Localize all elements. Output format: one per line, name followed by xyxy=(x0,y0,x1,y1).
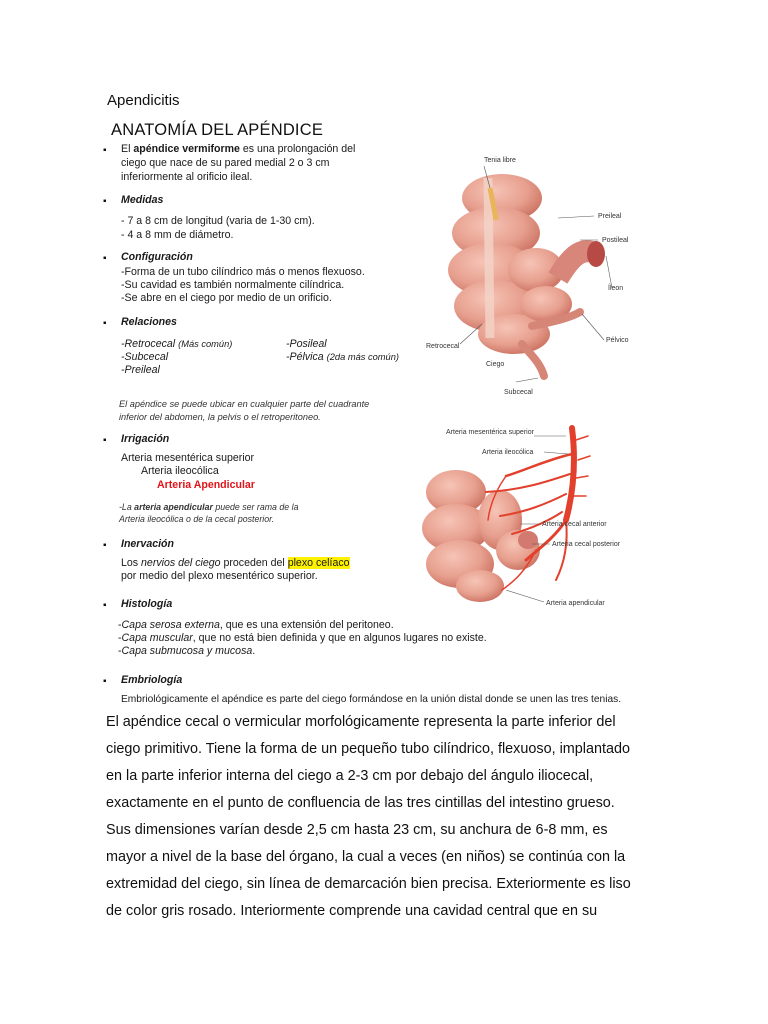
bullet-icon: ▪ xyxy=(103,676,107,687)
highlighted-text: plexo celíaco xyxy=(287,557,350,569)
colon-shape xyxy=(448,174,572,354)
configuracion-line-2: -Su cavidad es también normalmente cilíndrica. xyxy=(121,279,345,291)
bullet-icon: ▪ xyxy=(103,145,107,156)
relacion-pelvica: -Pélvica (2da más común) xyxy=(286,351,399,363)
label-arteria-cecal-posterior: Arteria cecal posterior xyxy=(552,541,621,548)
configuracion-title: Configuración xyxy=(121,251,193,263)
medidas-title: Medidas xyxy=(121,194,164,206)
irrigacion-line-2: Arteria ileocólica xyxy=(141,465,219,477)
relacion-retrocecal: -Retrocecal (Más común) xyxy=(121,338,233,350)
label-retrocecal: Retrocecal xyxy=(426,343,460,350)
label-arteria-mesenterica-superior: Arteria mesentérica superior xyxy=(446,429,534,436)
paragraph-line: de color gris rosado. Interiormente comprende una cavidad central que en su xyxy=(106,903,598,919)
paragraph-line: ciego primitivo. Tiene la forma de un pequeño tubo cilíndrico, flexuoso, implantado xyxy=(106,741,630,757)
bullet-icon: ▪ xyxy=(103,253,107,264)
bullet-icon: ▪ xyxy=(103,318,107,329)
relacion-preileal: -Preileal xyxy=(121,364,160,376)
irrigacion-line-3: Arteria Apendicular xyxy=(157,479,255,491)
irrigacion-title: Irrigación xyxy=(121,433,170,445)
definition-line-3: inferiormente al orificio ileal. xyxy=(121,171,253,183)
bullet-icon: ▪ xyxy=(103,196,107,207)
inervacion-title: Inervación xyxy=(121,538,174,550)
label-ileon: Íleon xyxy=(608,285,624,292)
inervacion-line-1: Los nervios del ciego proceden del plexo celíaco xyxy=(121,557,350,569)
paragraph-line: Sus dimensiones varían desde 2,5 cm hasta 23 cm, su anchura de 6-8 mm, es xyxy=(106,822,608,838)
section-heading: ANATOMÍA DEL APÉNDICE xyxy=(111,121,324,139)
label-tenia-libre: Tenia libre xyxy=(484,157,516,164)
ileum-shape xyxy=(558,241,605,278)
label-arteria-apendicular: Arteria apendicular xyxy=(546,600,605,607)
label-ciego: Ciego xyxy=(486,361,505,368)
inervacion-line-2: por medio del plexo mesentérico superior. xyxy=(121,570,318,582)
configuracion-line-3: -Se abre en el ciego por medio de un orificio. xyxy=(121,292,332,304)
irrigacion-note-line-1: -La arteria apendicular puede ser rama de la xyxy=(119,502,299,512)
colon-shape xyxy=(422,470,540,602)
paragraph-line: El apéndice cecal o vermicular morfológicamente representa la parte inferior del xyxy=(106,714,616,730)
label-subcecal: Subcecal xyxy=(504,389,533,396)
bullet-icon: ▪ xyxy=(103,540,107,551)
paragraph-line: en la parte inferior interna del ciego a 2-3 cm por debajo del ángulo iliocecal, xyxy=(106,768,594,784)
histologia-line-3: -Capa submucosa y mucosa. xyxy=(118,645,256,657)
definition-line-2: ciego que nace de su pared medial 2 o 3 cm xyxy=(121,157,330,169)
irrigacion-note-line-2: Arteria ileocólica o de la cecal posterior. xyxy=(119,514,275,524)
configuracion-line-1: -Forma de un tubo cilíndrico más o menos flexuoso. xyxy=(121,266,365,278)
bullet-icon: ▪ xyxy=(103,435,107,446)
label-preileal: Preileal xyxy=(598,213,622,220)
bullet-icon: ▪ xyxy=(103,600,107,611)
relacion-posileal: -Posileal xyxy=(286,338,327,350)
relaciones-title: Relaciones xyxy=(121,316,177,328)
definition-line-1: El apéndice vermiforme es una prolongación del xyxy=(121,143,356,155)
label-postileal: Postileal xyxy=(602,237,629,244)
label-arteria-cecal-anterior: Arteria cecal anterior xyxy=(542,521,607,528)
relaciones-note-line-1: El apéndice se puede ubicar en cualquier parte del cuadrante xyxy=(119,399,370,409)
appendix-positions-figure xyxy=(420,148,660,400)
histologia-line-1: -Capa serosa externa, que es una extensión del peritoneo. xyxy=(118,619,394,631)
paragraph-line: mayor a nivel de la base del órgano, la cual a veces (en niños) se continúa con la xyxy=(106,849,626,865)
label-pelvico: Pélvico xyxy=(606,337,629,344)
embriologia-title: Embriología xyxy=(121,674,183,686)
arterial-supply-figure xyxy=(416,420,666,610)
histologia-line-2: -Capa muscular, que no está bien definida y que en algunos lugares no existe. xyxy=(118,632,487,644)
relacion-subcecal: -Subcecal xyxy=(121,351,169,363)
paragraph-line: exactamente en el punto de confluencia de las tres cintillas del intestino grueso. xyxy=(106,795,615,811)
paragraph-line: extremidad del ciego, sin línea de demarcación bien precisa. Exteriormente es liso xyxy=(106,876,631,892)
irrigacion-line-1: Arteria mesentérica superior xyxy=(121,452,255,464)
medidas-line-2: - 4 a 8 mm de diámetro. xyxy=(121,229,234,241)
label-arteria-ileocolica: Arteria ileocólica xyxy=(482,449,534,456)
document-title: Apendicitis xyxy=(107,92,180,109)
body-paragraph xyxy=(106,709,666,925)
relaciones-note-line-2: inferior del abdomen, la pelvis o el retroperitoneo. xyxy=(119,412,321,422)
histologia-title: Histología xyxy=(121,598,173,610)
embriologia-line-1: Embriológicamente el apéndice es parte del ciego formándose en la unión distal donde se unen las tres tenias. xyxy=(121,694,622,705)
medidas-line-1: - 7 a 8 cm de longitud (varia de 1-30 cm). xyxy=(121,215,315,227)
